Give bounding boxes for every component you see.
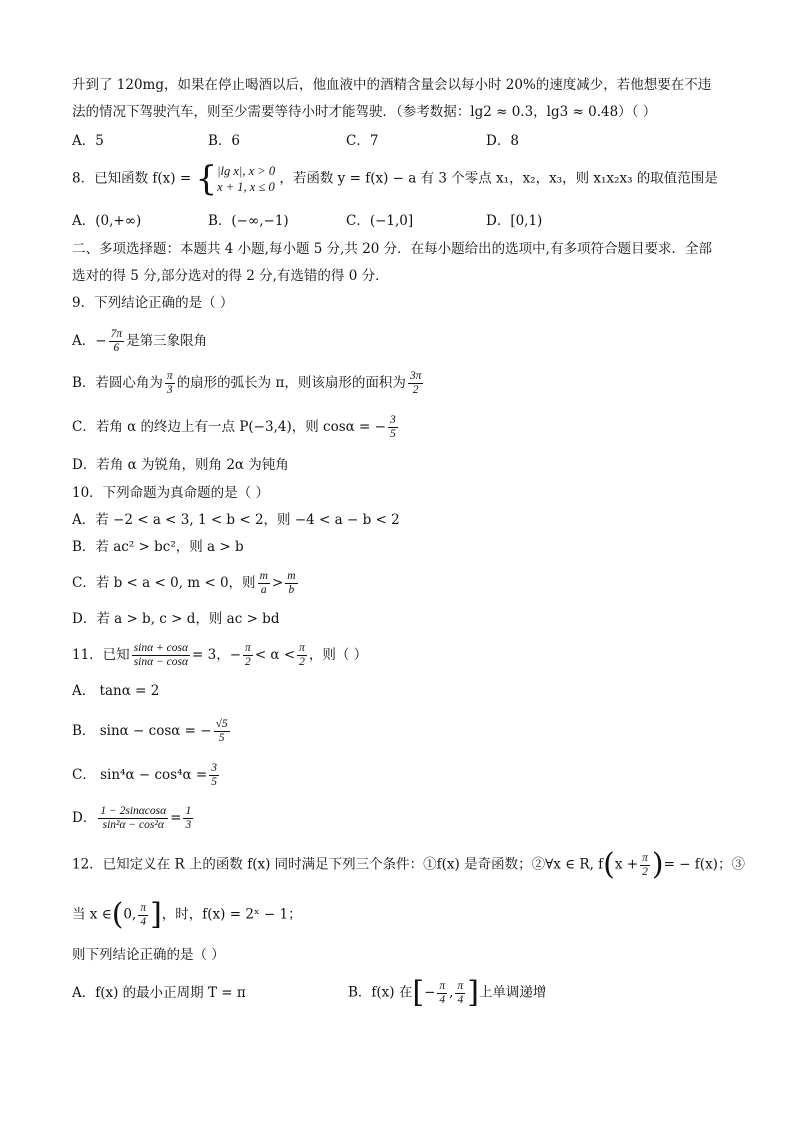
q8-case2: x + 1, x ≤ 0 <box>217 180 275 194</box>
q11-d-prefix: D． <box>72 810 97 826</box>
q7-option-a[interactable]: A．5 <box>72 133 104 149</box>
q11-pi-fraction1 <box>243 642 253 669</box>
q12-l2-fraction <box>138 902 148 929</box>
q11-d-num2: 1 <box>185 805 192 817</box>
q12-post: = − f(x)；③ <box>663 856 745 873</box>
q12-arg-fraction <box>640 852 650 879</box>
q11-fraction <box>132 642 190 669</box>
q12-l2-int: 0, <box>123 906 137 923</box>
q10-c-fraction2 <box>285 570 297 597</box>
left-bracket-icon: [ <box>412 975 425 1010</box>
q9-b-num1: π <box>166 370 173 382</box>
q9-option-b[interactable] <box>72 370 425 397</box>
section2-line2: 选对的得 5 分,部分选对的得 2 分,有选错的得 0 分． <box>72 268 389 284</box>
q9-a-fraction <box>109 328 125 355</box>
q11-b-fraction <box>214 718 230 745</box>
q12-b-den1: 4 <box>439 993 446 1006</box>
right-paren-icon: ) <box>651 847 664 882</box>
q12-b-prefix: B．f(x) 在 <box>348 984 413 1001</box>
left-paren-icon: ( <box>603 847 615 882</box>
q9-option-a[interactable] <box>72 328 207 355</box>
q11-mid2: < α < <box>254 647 296 663</box>
q11-pd2: 2 <box>299 656 305 668</box>
q8-option-a[interactable]: A．(0,+∞) <box>72 213 142 229</box>
q11-pn1: π <box>245 642 251 654</box>
q7-option-c[interactable]: C．7 <box>346 133 379 149</box>
q12-b-num2: π <box>457 979 464 992</box>
q11-num: sinα + cosα <box>133 642 189 654</box>
q11-d-num: 1 − 2sinαcosα <box>100 805 167 817</box>
section2-line1: 二、多项选择题：本题共 4 小题,每小题 5 分,共 20 分．在每小题给出的选项中,有多项符合题目要求．全部 <box>72 241 712 257</box>
q12-option-a[interactable]: A．f(x) 的最小正周期 T = π <box>72 985 246 1001</box>
brace-icon: { <box>195 159 218 199</box>
q9-a-prefix: A．− <box>72 333 107 349</box>
q12-b-fraction2 <box>455 980 465 1007</box>
q11-option-a[interactable]: A． tanα = 2 <box>72 683 160 699</box>
q7-option-b[interactable]: B．6 <box>208 133 241 149</box>
q10-c-num2: m <box>287 570 296 582</box>
q11-pn2: π <box>299 642 305 654</box>
q12-l2-prefix: 当 x ∈ <box>72 906 112 923</box>
q12-b-post: 上单调递增 <box>478 984 547 1001</box>
q9-stem: 9．下列结论正确的是（ ） <box>72 295 234 311</box>
q11-mid: = 3，− <box>192 647 242 663</box>
q9-option-c[interactable] <box>72 414 400 441</box>
right-bracket-icon: ] <box>467 975 479 1010</box>
q12-question: 则下列结论正确的是（ ） <box>72 947 225 963</box>
q8-option-c[interactable]: C．(−1,0] <box>346 213 414 229</box>
left-paren-icon: ( <box>111 897 124 932</box>
q11-b-den: 5 <box>218 732 225 744</box>
q10-c-gt: > <box>271 575 284 591</box>
q8-option-d[interactable]: D．[0,1) <box>486 213 543 229</box>
q11-stem <box>72 642 367 669</box>
q12-arg: x + <box>614 856 639 873</box>
q11-pd1: 2 <box>245 656 251 668</box>
q10-option-c[interactable] <box>72 570 300 597</box>
q11-option-d[interactable] <box>72 805 195 832</box>
q10-c-fraction1 <box>258 570 270 597</box>
q8-option-b[interactable]: B．(−∞,−1) <box>208 213 289 229</box>
q10-c-den2: b <box>288 584 295 596</box>
q9-b-num2: 3π <box>409 370 422 382</box>
q11-d-fraction1 <box>98 805 168 832</box>
q12-b-num1: π <box>439 979 446 992</box>
q10-option-d[interactable]: D．若 a > b, c > d，则 ac > bd <box>72 611 280 627</box>
q10-stem: 10．下列命题为真命题的是（ ） <box>72 485 269 501</box>
q11-prefix: 11．已知 <box>72 647 130 663</box>
q9-b-prefix: B．若圆心角为 <box>72 375 163 391</box>
q12-b-fraction1 <box>437 980 447 1007</box>
q11-c-fraction <box>209 762 219 789</box>
q12-l2-num: π <box>140 901 147 914</box>
q11-c-num: 3 <box>211 762 217 774</box>
q9-c-den: 5 <box>389 428 396 440</box>
q9-b-den2: 2 <box>412 384 419 396</box>
q11-c-den: 5 <box>211 776 217 788</box>
q12-option-b[interactable] <box>348 975 547 1010</box>
q11-pi-fraction2 <box>297 642 307 669</box>
q12-stem <box>72 847 745 882</box>
q9-b-text: 的扇形的弧长为 π，则该扇形的面积为 <box>176 375 406 391</box>
q12-condition3 <box>72 897 302 932</box>
q10-c-num1: m <box>259 570 268 582</box>
q11-d-den2: 3 <box>185 819 192 831</box>
q9-a-num: 7π <box>110 328 123 340</box>
q12-l2-den: 4 <box>140 915 147 928</box>
q12-arg-num: π <box>642 851 648 864</box>
q11-d-eq: = <box>170 810 182 826</box>
q8-prefix: 8．已知函数 f(x) = <box>72 170 192 187</box>
q11-b-prefix: B． sinα − cosα = − <box>72 723 212 739</box>
q12-b-minus: − <box>424 984 436 1001</box>
q9-c-fraction <box>388 414 398 441</box>
q12-l2-post: ，时，f(x) = 2ˣ − 1； <box>161 906 302 923</box>
q12-b-den2: 4 <box>457 993 464 1006</box>
q9-b-fraction2 <box>408 370 424 397</box>
q10-c-prefix: C．若 b < a < 0, m < 0，则 <box>72 575 256 591</box>
q8-suffix: ，若函数 y = f(x) − a 有 3 个零点 x₁，x₂，x₃，则 x₁x₂x₃ 的取值范围是 <box>279 170 718 187</box>
q9-a-den: 6 <box>113 342 120 354</box>
q9-c-prefix: C．若角 α 的终边上有一点 P(−3,4)，则 cosα = − <box>72 419 386 435</box>
q9-option-d[interactable]: D．若角 α 为锐角，则角 2α 为钝角 <box>72 457 289 473</box>
q8-case1: |lg x|, x > 0 <box>217 164 276 178</box>
q7-option-d[interactable]: D．8 <box>486 133 519 149</box>
q9-c-num: 3 <box>389 414 396 426</box>
q7-line1: 升到了 120mg，如果在停止喝酒以后，他血液中的酒精含量会以每小时 20%的速度减少，若他想要在不违 <box>72 77 712 93</box>
q8-stem <box>72 159 718 199</box>
q9-a-text: 是第三象限角 <box>126 333 208 349</box>
q11-den: sinα − cosα <box>133 656 189 668</box>
q11-option-b[interactable] <box>72 718 232 745</box>
q11-post: ，则（ ） <box>308 647 368 663</box>
q11-b-num: √5 <box>215 718 228 730</box>
q9-b-den1: 3 <box>166 384 173 396</box>
q11-d-den: sin²α − cos²α <box>102 819 164 831</box>
q7-line2: 法的情况下驾驶汽车，则至少需要等待小时才能驾驶．（参考数据：lg2 ≈ 0.3，lg3 ≈ 0.48）（ ） <box>72 104 657 120</box>
q10-option-b[interactable]: B．若 ac² > bc²，则 a > b <box>72 539 244 555</box>
q11-d-fraction2 <box>183 805 193 832</box>
q12-prefix: 12．已知定义在 R 上的函数 f(x) 同时满足下列三个条件：①f(x) 是奇函数；②∀x ∈ R, f <box>72 856 604 873</box>
right-bracket-icon: ] <box>150 897 162 932</box>
q12-b-comma: , <box>449 984 454 1001</box>
q11-option-c[interactable] <box>72 762 221 789</box>
q9-b-fraction1 <box>165 370 175 397</box>
q10-option-a[interactable]: A．若 −2 < a < 3, 1 < b < 2，则 −4 < a − b < 2 <box>72 512 400 528</box>
q11-c-prefix: C． sin⁴α − cos⁴α = <box>72 767 208 783</box>
q8-piecewise <box>195 159 276 199</box>
q10-c-den1: a <box>260 584 267 596</box>
q12-arg-den: 2 <box>642 865 648 878</box>
